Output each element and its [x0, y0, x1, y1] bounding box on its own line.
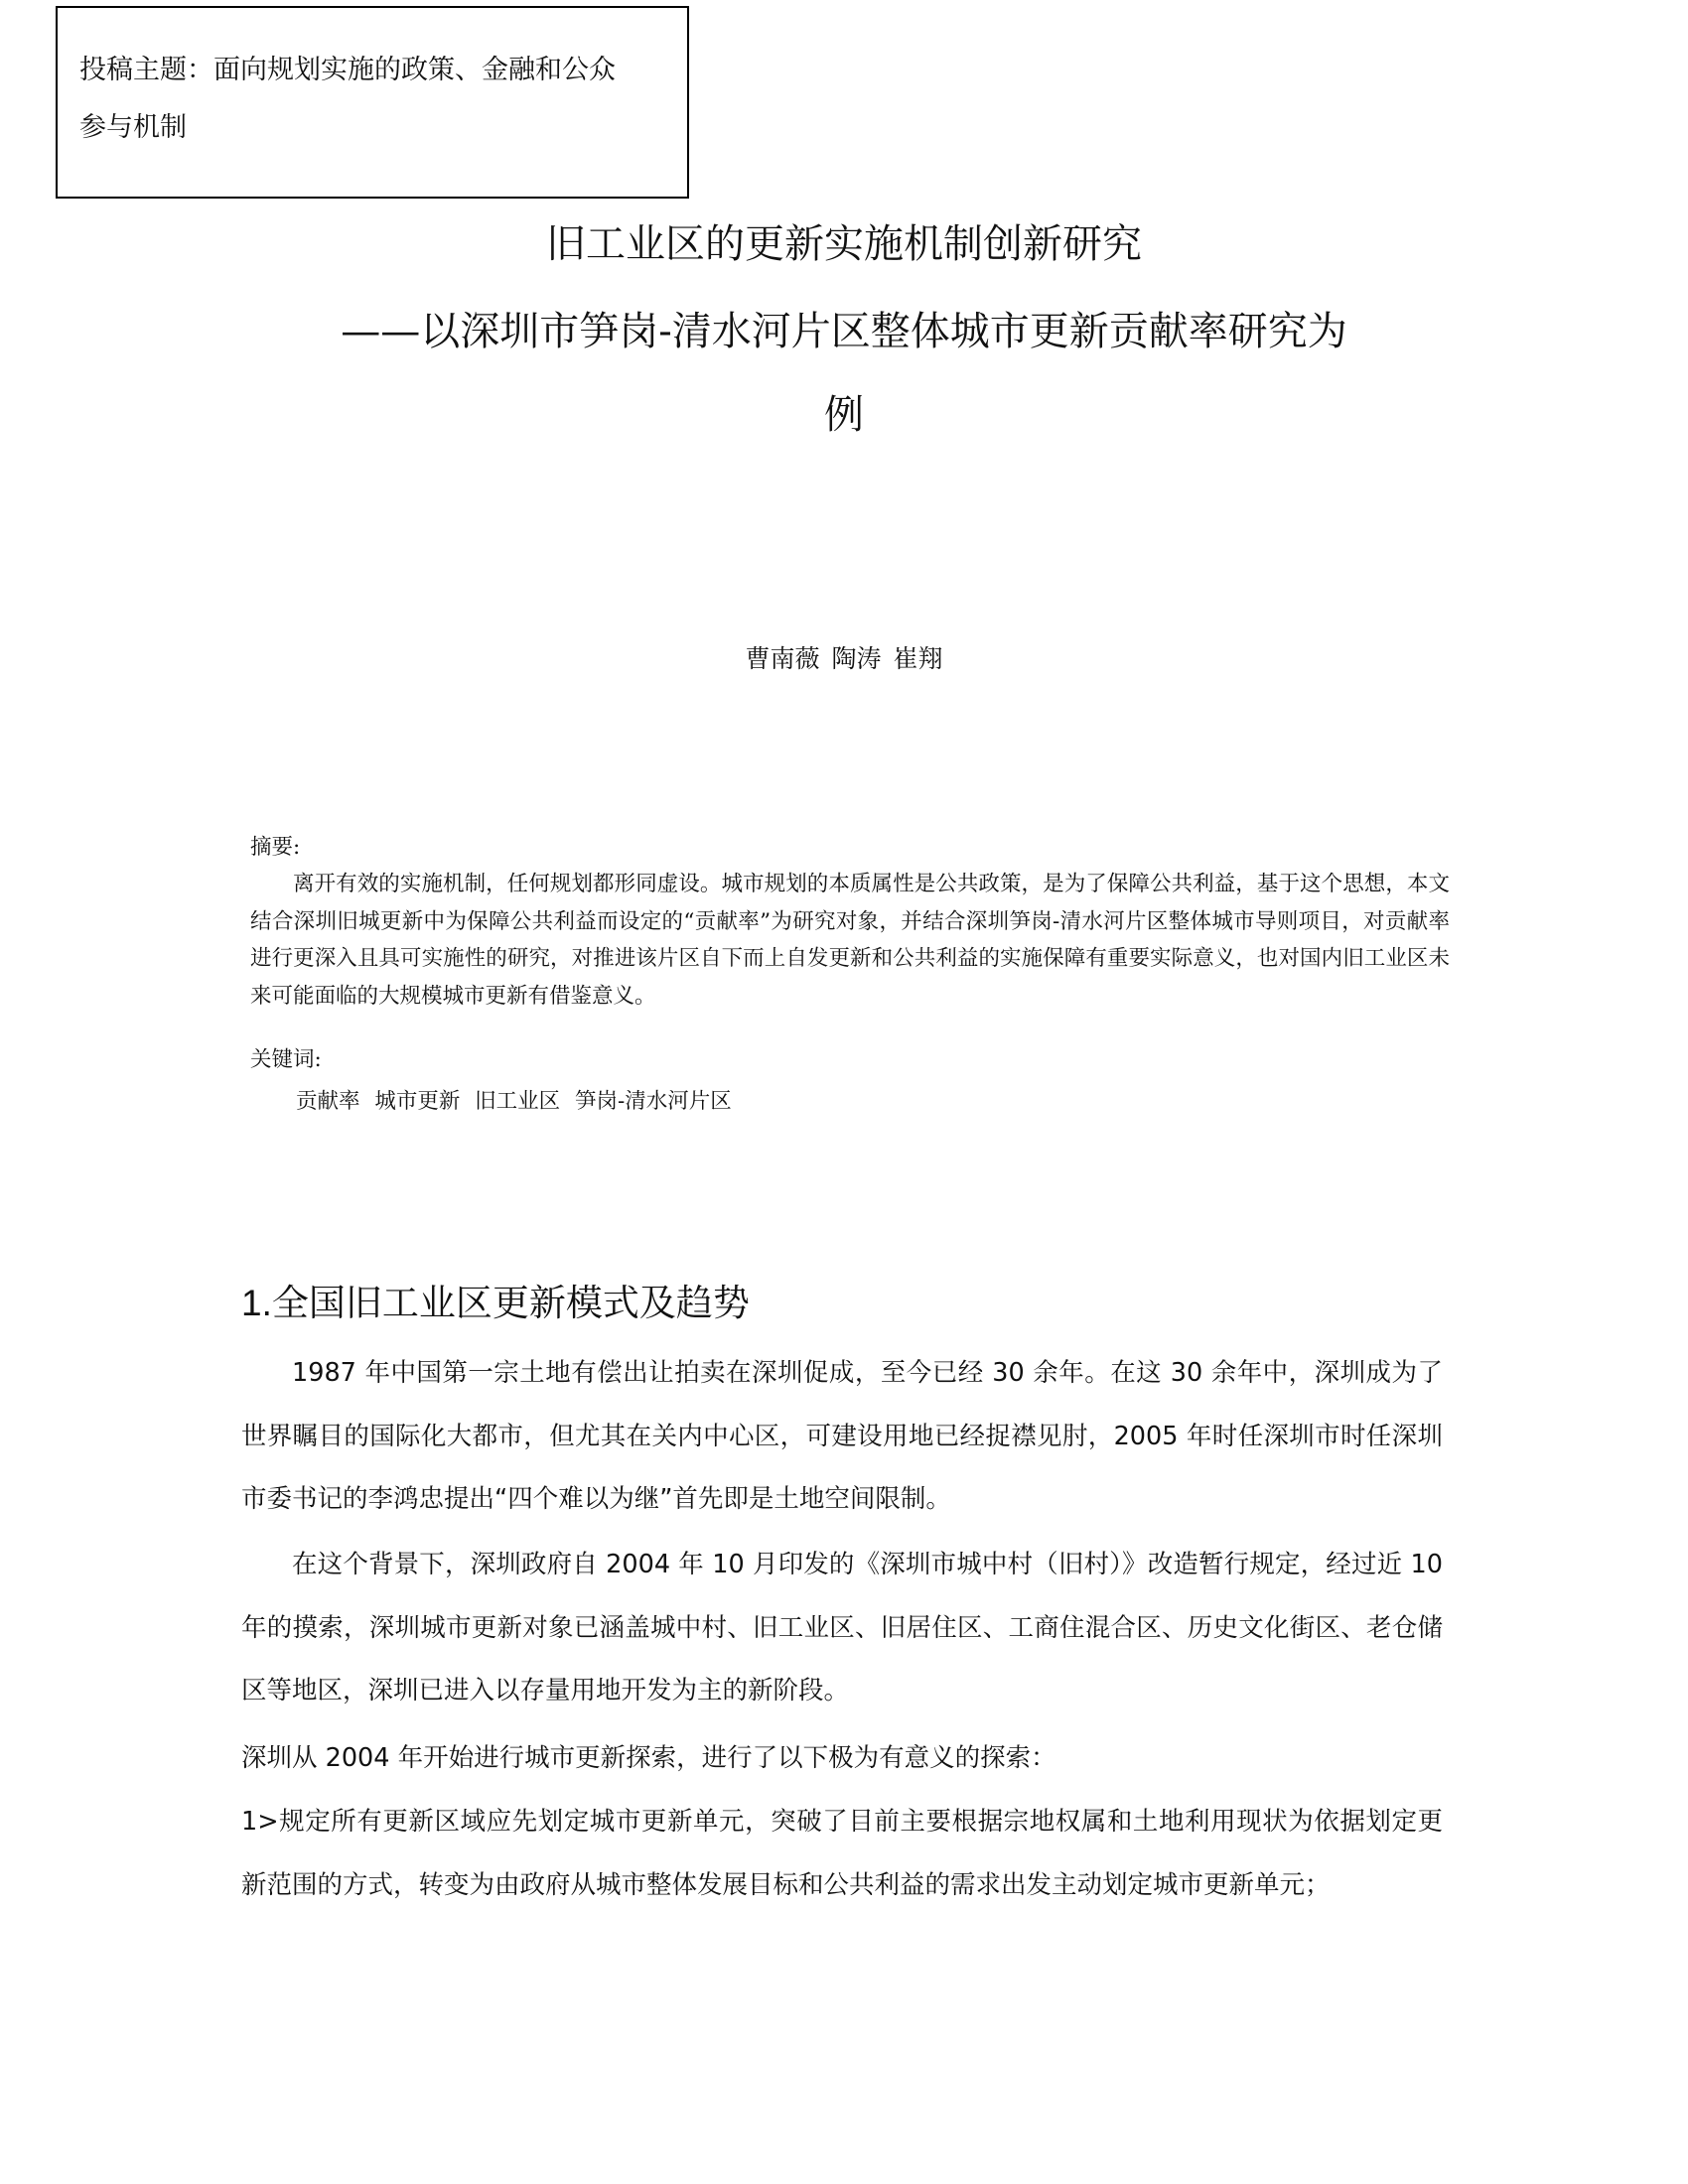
section-1-paragraph-4: 1>规定所有更新区域应先划定城市更新单元，突破了目前主要根据宗地权属和土地利用现状为依据划定更新范围的方式，转变为由政府从城市整体发展目标和公共利益的需求出发主动划定城市更新单元； — [241, 1807, 1443, 1900]
paper-title-line-1: 旧工业区的更新实施机制创新研究 — [546, 221, 1142, 267]
author-list: 曹南薇 陶涛 崔翔 — [745, 644, 943, 673]
submission-topic-line-1: 投稿主题：面向规划实施的政策、金融和公众 — [79, 55, 616, 85]
abstract-body: 离开有效的实施机制，任何规划都形同虚设。城市规划的本质属性是公共政策，是为了保障公共利益，基于这个思想，本文结合深圳旧城更新中为保障公共利益而设定的“贡献率”为研究对象，并结合深圳笋岗-清水河片区整体城市导则项目，对贡献率进行更深入且具可实施性的研究，对推进该片区自下而上自发更新和公共利益的实施保障有重要实际意义，也对国内旧工业区未来可能面临的大规模城市更新有借鉴意义。 — [250, 872, 1450, 1009]
keywords-list: 贡献率 城市更新 旧工业区 笋岗-清水河片区 — [296, 1089, 732, 1114]
abstract-label: 摘要: — [250, 835, 301, 860]
submission-topic-box — [56, 6, 689, 199]
submission-topic-line-2: 参与机制 — [79, 112, 187, 143]
section-1-heading: 1.全国旧工业区更新模式及趋势 — [241, 1283, 750, 1323]
section-1-paragraph-3: 深圳从 2004 年开始进行城市更新探索，进行了以下极为有意义的探索： — [241, 1743, 1056, 1773]
paper-title-line-3: 例 — [824, 392, 864, 438]
paper-title-line-2: ——以深圳市笋岗-清水河片区整体城市更新贡献率研究为 — [341, 309, 1347, 354]
keywords-label: 关键词: — [250, 1047, 322, 1072]
section-1-paragraph-2: 在这个背景下，深圳政府自 2004 年 10 月印发的《深圳市城中村（旧村）》改造暂行规定，经过近 10 年的摸索，深圳城市更新对象已涵盖城中村、旧工业区、旧居住区、工商住混合区、历史文化街区、老仓储区等地区，深圳已进入以存量用地开发为主的新阶段。 — [241, 1550, 1443, 1706]
section-1-paragraph-1: 1987 年中国第一宗土地有偿出让拍卖在深圳促成，至今已经 30 余年。在这 30 余年中，深圳成为了世界瞩目的国际化大都市，但尤其在关内中心区，可建设用地已经捉襟见肘，2005 年时任深圳市时任深圳市委书记的李鸿忠提出“四个难以为继”首先即是土地空间限制。 — [241, 1358, 1443, 1514]
